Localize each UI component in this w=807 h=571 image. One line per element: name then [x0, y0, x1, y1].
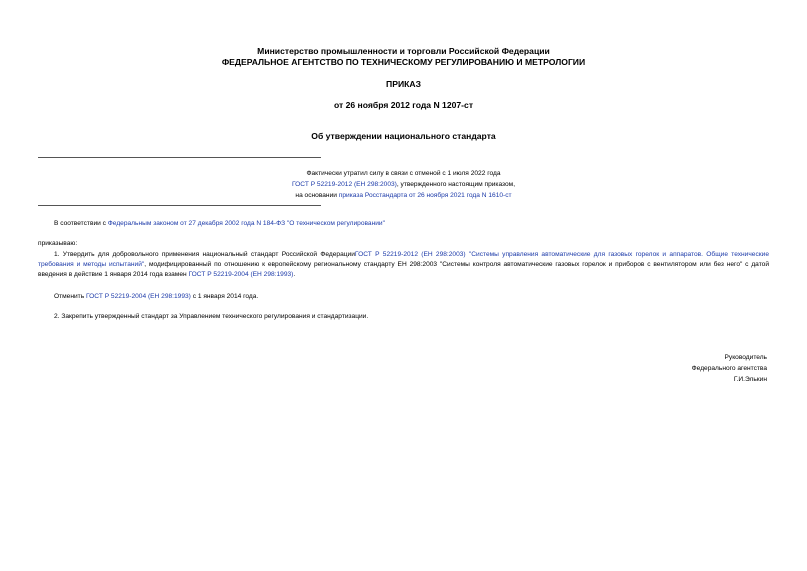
agency-title: ФЕДЕРАЛЬНОЕ АГЕНТСТВО ПО ТЕХНИЧЕСКОМУ РЕГУЛИРОВАНИЮ И МЕТРОЛОГИИ: [221, 57, 586, 67]
cancel-prefix: Отменить: [54, 293, 86, 300]
cancel-paragraph: [54, 292, 774, 302]
legal-basis-prefix: В соответствии с: [54, 220, 108, 227]
status-note-line2: [0, 180, 807, 189]
order-word: приказываю:: [38, 240, 78, 247]
divider-top: [38, 157, 321, 158]
document-subject: Об утверждении национального стандарта: [311, 131, 496, 141]
legal-basis-paragraph: [54, 219, 774, 229]
item2-paragraph: 2. Закрепить утвержденный стандарт за Управлением технического регулирования и стандартизации.: [54, 313, 369, 320]
gost-2012-link[interactable]: ГОСТ Р 52219-2012 (ЕН 298:2003): [291, 181, 397, 188]
signature-name: Г.И.Элькин: [733, 376, 767, 383]
item1-prefix: 1. Утвердить для добровольного применения национальный стандарт Российской Федерации: [54, 251, 355, 258]
signature-title-line2: Федерального агентства: [691, 365, 767, 372]
gost-2004-replaced-link[interactable]: ГОСТ Р 52219-2004 (ЕН 298:1993): [188, 271, 294, 278]
divider-bottom: [38, 205, 321, 206]
gost-2004-cancel-link[interactable]: ГОСТ Р 52219-2004 (ЕН 298:1993): [85, 293, 191, 300]
status-note-line3-prefix: на основании: [295, 192, 339, 199]
status-note-line2-rest: , утвержденного настоящим приказом,: [396, 181, 516, 188]
federal-law-link[interactable]: Федеральным законом от 27 декабря 2002 года N 184-ФЗ "О техническом регулировании": [107, 220, 385, 227]
item1-paragraph: [38, 250, 769, 280]
document-type: ПРИКАЗ: [386, 79, 421, 89]
item1-middle: , модифицированный по отношению к европейскому региональному стандарту ЕН 298:2003 "Системы контроля автоматические газовых горелок и приборов с вентилятором или без него" с датой введения в действие 1 января 2014 года взамен: [38, 261, 770, 278]
status-note-line1: Фактически утратил силу в связи с отменой с 1 июля 2022 года: [306, 170, 501, 177]
cancel-rest: с 1 января 2014 года.: [190, 293, 259, 300]
signature-title-line1: Руководитель: [724, 354, 767, 361]
ministry-title: Министерство промышленности и торговли Российской Федерации: [257, 46, 550, 56]
item1-end: .: [293, 271, 296, 278]
status-note-line3: [0, 191, 807, 200]
rosstandart-order-link[interactable]: приказа Росстандарта от 26 ноября 2021 года N 1610-ст: [338, 192, 512, 199]
gost-2012-standard-link[interactable]: ГОСТ Р 52219-2012 (ЕН 298:2003) "Системы управления автоматические для газовых горелок и аппаратов. Общие технические требования и методы испытаний": [38, 251, 769, 268]
document-date-number: от 26 ноября 2012 года N 1207-ст: [333, 100, 474, 110]
